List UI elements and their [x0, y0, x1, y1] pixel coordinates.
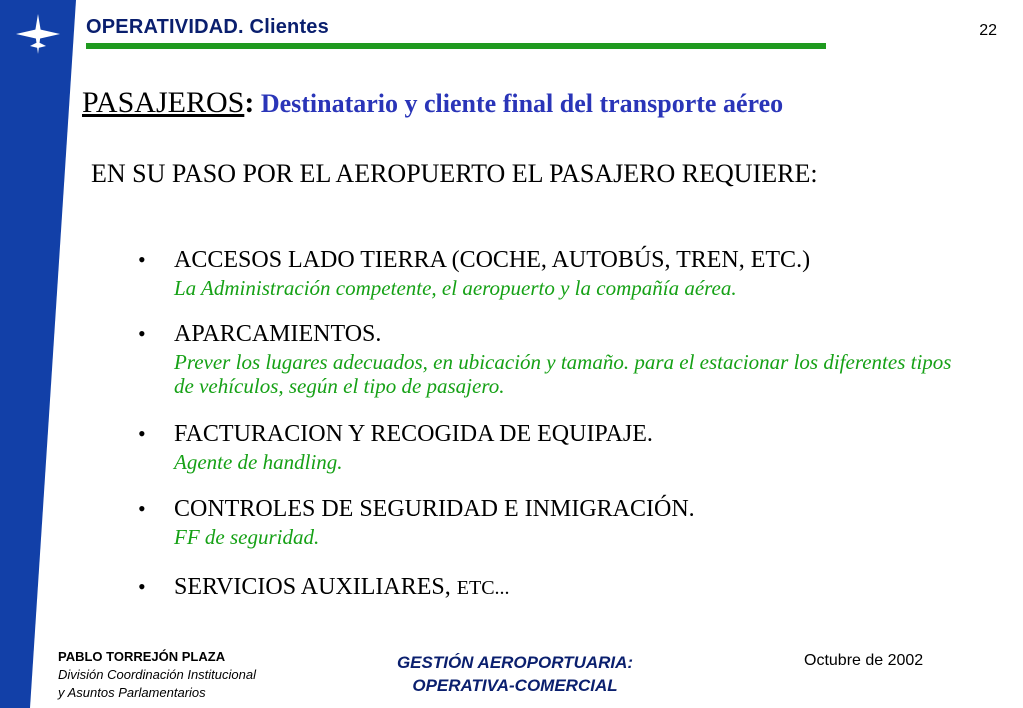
bullet: •: [138, 574, 146, 599]
division-line-2: y Asuntos Parlamentarios: [58, 685, 206, 700]
item-title-main: SERVICIOS AUXILIARES,: [174, 574, 457, 600]
header-title: OPERATIVIDAD. Clientes: [86, 16, 329, 38]
item-description: Agente de handling.: [174, 450, 343, 474]
footer-date: Octubre de 2002: [804, 652, 924, 669]
item-title-etc: ETC...: [456, 577, 510, 599]
item-title: [174, 573, 510, 602]
heading-colon: :: [244, 86, 255, 119]
item-title: APARCAMIENTOS.: [174, 321, 382, 347]
plane-icon: [14, 12, 62, 56]
header-divider: [86, 43, 826, 49]
section-heading: [82, 86, 783, 120]
item-title: ACCESOS LADO TIERRA (COCHE, AUTOBÚS, TREN, ETC.): [174, 247, 811, 273]
bullet: •: [138, 321, 146, 346]
page-number: 22: [979, 22, 997, 39]
item-description: FF de seguridad.: [174, 525, 320, 549]
author-name: PABLO TORREJÓN PLAZA: [58, 649, 226, 664]
item-description: La Administración competente, el aeropuerto y la compañía aérea.: [174, 276, 737, 300]
footer-presentation-title: [330, 651, 700, 697]
bullet: •: [138, 496, 146, 521]
item-title: FACTURACION Y RECOGIDA DE EQUIPAJE.: [174, 421, 653, 447]
footer-author-block: [58, 648, 256, 702]
footer-title-line-1: GESTIÓN AEROPORTUARIA:: [396, 653, 634, 672]
bullet: •: [138, 247, 146, 272]
heading-subtitle: Destinatario y cliente final del transporte aéreo: [254, 89, 784, 118]
intro-text: EN SU PASO POR EL AEROPUERTO EL PASAJERO REQUIERE:: [91, 159, 818, 188]
item-description: Prever los lugares adecuados, en ubicación y tamaño. para el estacionar los diferentes tipos de vehículos, según el tipo de pasajero.: [174, 350, 952, 398]
heading-keyword: PASAJEROS: [82, 86, 245, 119]
bullet: •: [138, 421, 146, 446]
division-line-1: División Coordinación Institucional: [58, 667, 256, 682]
footer-title-line-2: OPERATIVA-COMERCIAL: [412, 676, 618, 695]
item-title: CONTROLES DE SEGURIDAD E INMIGRACIÓN.: [174, 496, 695, 522]
